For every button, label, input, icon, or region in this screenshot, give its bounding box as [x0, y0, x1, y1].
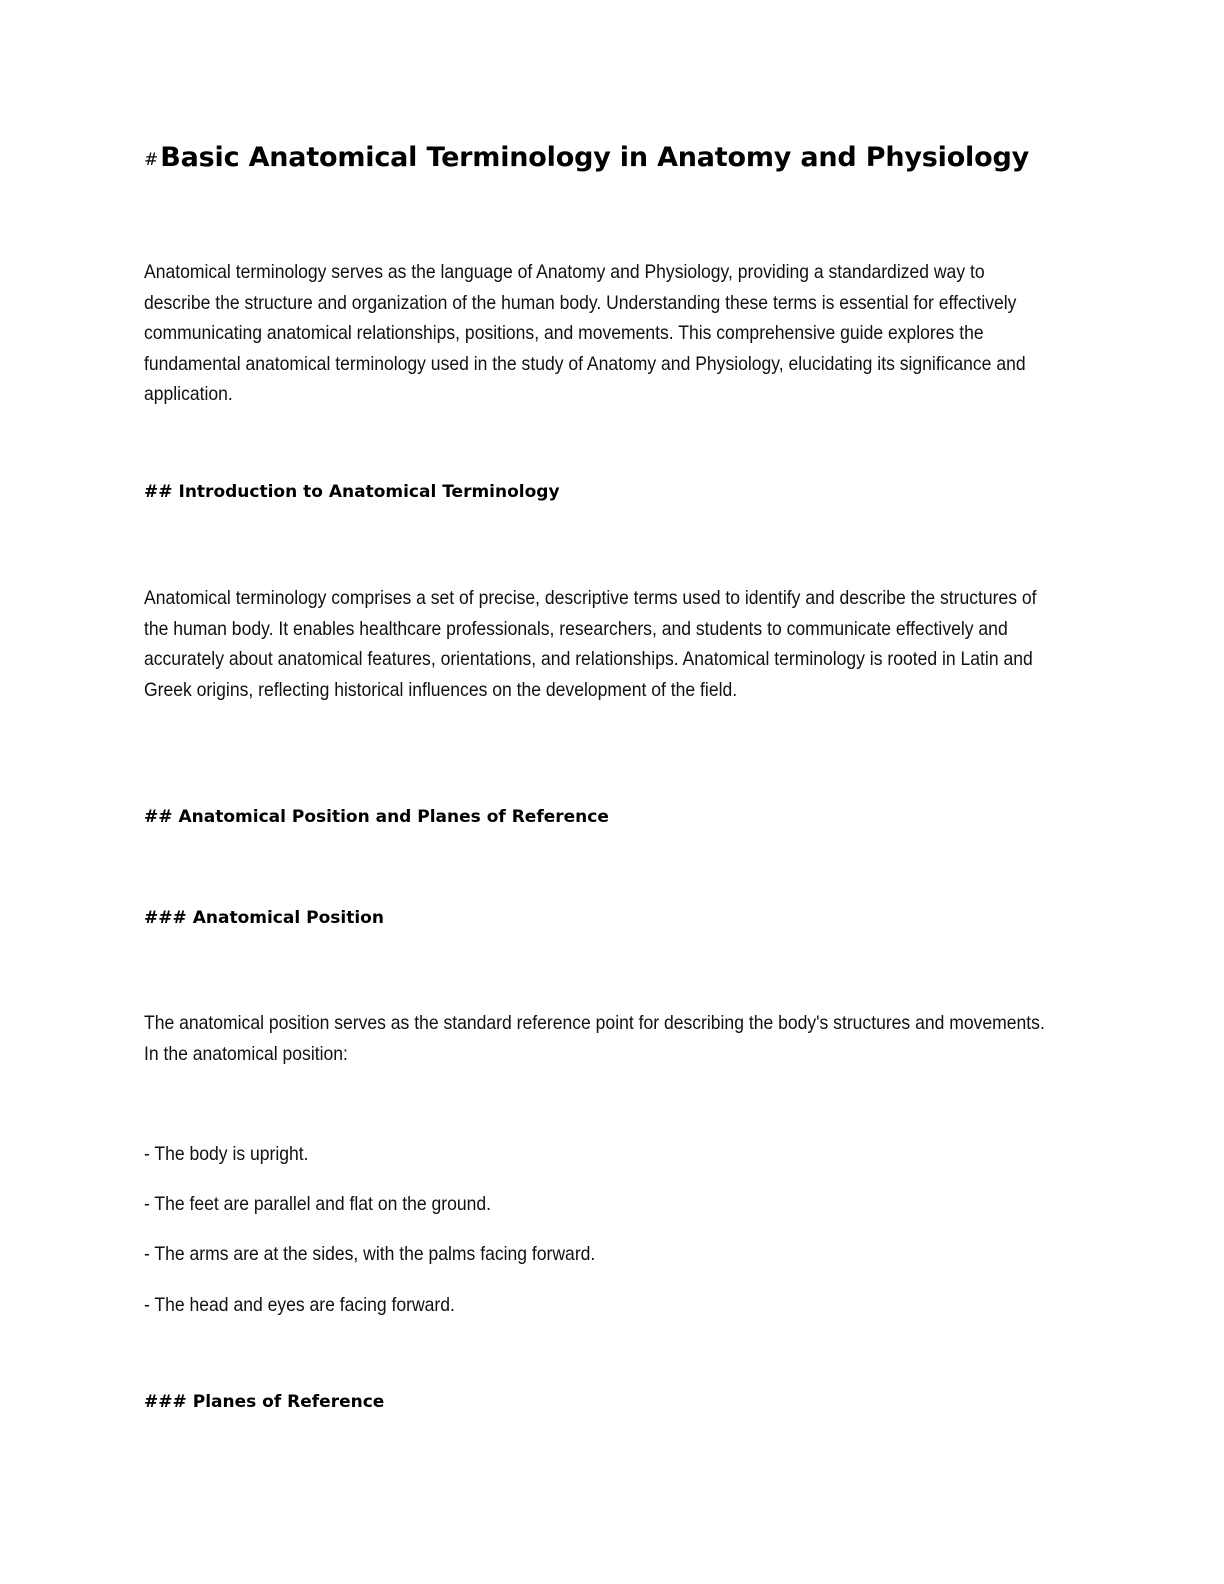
heading-text: Planes of Reference [192, 1392, 385, 1412]
heading-hash-marker: # [144, 150, 159, 170]
heading-hash-marker: ### [144, 908, 187, 928]
paragraph-intro: Anatomical terminology serves as the language of Anatomy and Physiology, providing a standardized way to describe the structure and organization of the human body. Understanding these terms is essential for effectively communicating anatomical relationships, positions, and movements. This comprehensive guide explores the fundamental anatomical terminology used in the study of Anatomy and Physiology, elucidating its significance and application. [144, 261, 1026, 406]
heading-text: Anatomical Position and Planes of Reference [178, 807, 609, 827]
heading-introduction-to-anatomical-terminology [144, 481, 560, 503]
heading-planes-of-reference [144, 1391, 384, 1413]
heading-anatomical-position [144, 907, 384, 929]
list-item: - The head and eyes are facing forward. [144, 1294, 455, 1316]
list-item: - The arms are at the sides, with the palms facing forward. [144, 1243, 596, 1265]
list-item: - The feet are parallel and flat on the ground. [144, 1193, 492, 1215]
heading-hash-marker: ## [144, 482, 173, 502]
paragraph-definition: Anatomical terminology comprises a set of precise, descriptive terms used to identify and describe the structures of the human body. It enables healthcare professionals, researchers, and students to communicate effectively and accurately about anatomical features, orientations, and relationships. Anatomical terminology is rooted in Latin and Greek origins, reflecting historical influences on the development of the field. [144, 587, 1037, 701]
heading-text: Anatomical Position [192, 908, 384, 928]
heading-hash-marker: ### [144, 1392, 187, 1412]
paragraph-standard-reference: The anatomical position serves as the standard reference point for describing the body's structures and movements. In the anatomical position: [144, 1012, 1045, 1065]
page-title-text: Basic Anatomical Terminology in Anatomy and Physiology [160, 142, 1029, 173]
heading-text: Introduction to Anatomical Terminology [178, 482, 560, 502]
list-item: - The body is upright. [144, 1143, 309, 1165]
heading-anatomical-position-and-planes-of-reference [144, 806, 609, 828]
heading-hash-marker: ## [144, 807, 173, 827]
page-title [144, 141, 1046, 177]
